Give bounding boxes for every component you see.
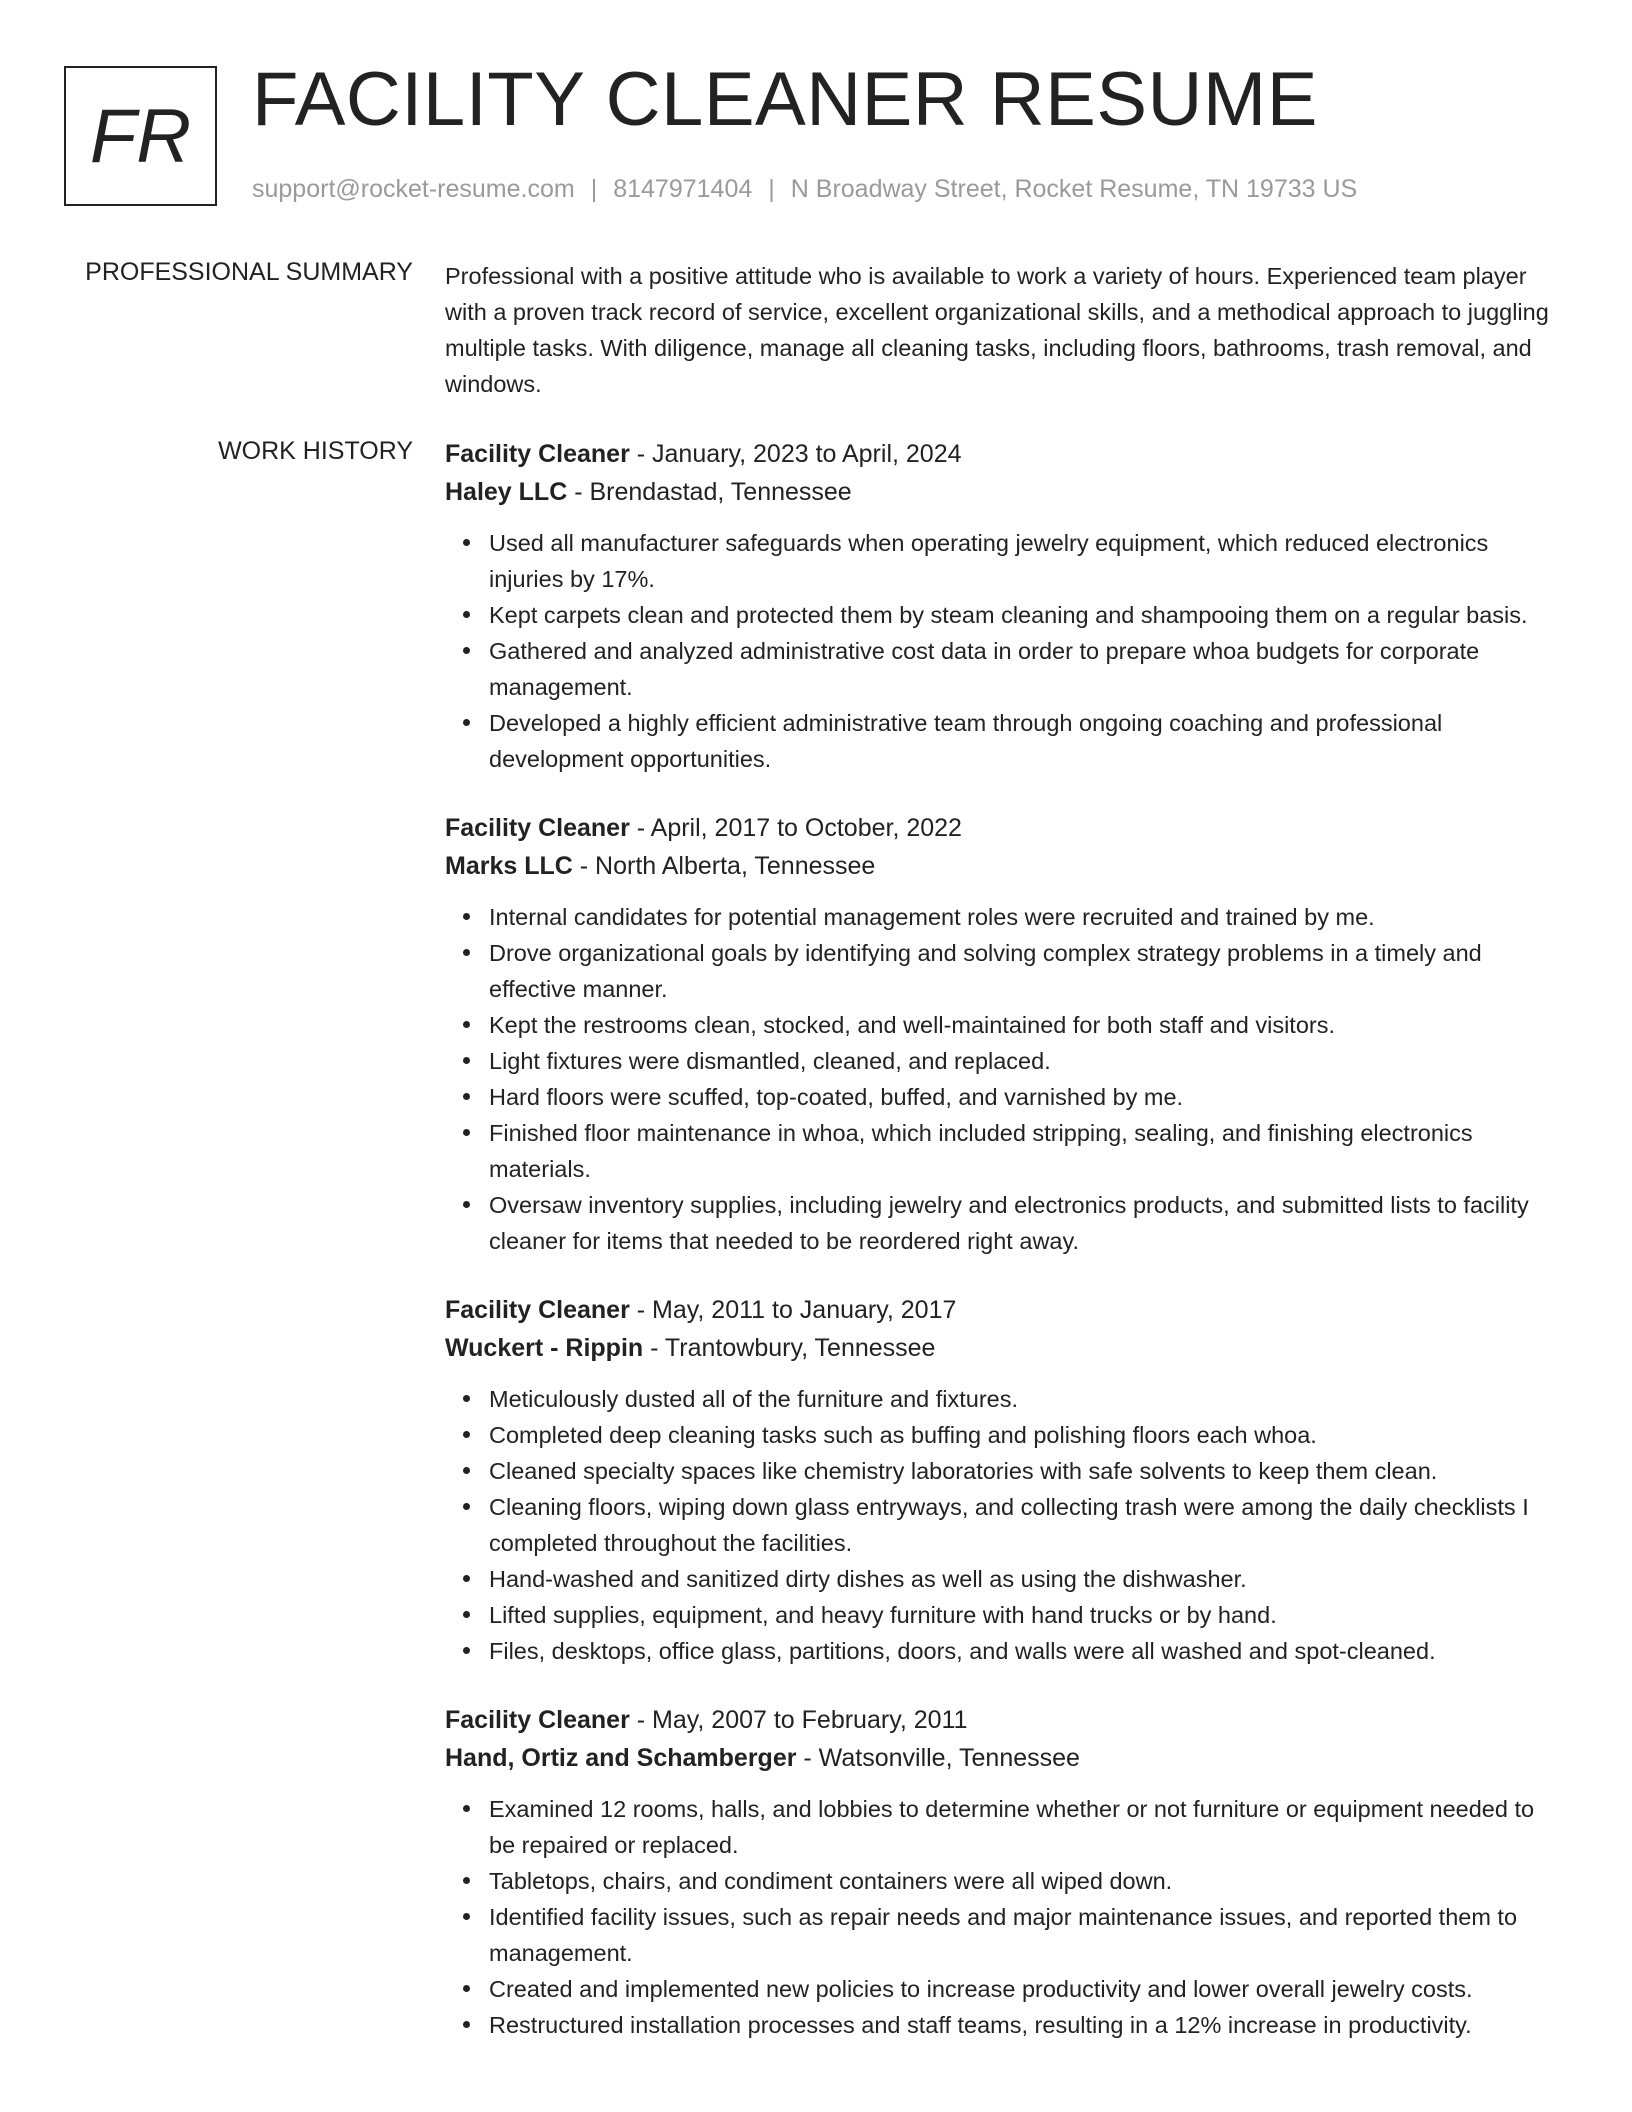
contact-separator: | bbox=[768, 175, 775, 203]
job-company-line bbox=[445, 1329, 1565, 1367]
job-bullet: Lifted supplies, equipment, and heavy furniture with hand trucks or by hand. bbox=[489, 1597, 1565, 1633]
job-entry bbox=[445, 1291, 1565, 1669]
job-dates: - April, 2017 to October, 2022 bbox=[629, 814, 962, 842]
contact-line bbox=[252, 175, 1357, 204]
contact-separator: | bbox=[590, 175, 598, 203]
job-bullet: Tabletops, chairs, and condiment containers were all wiped down. bbox=[489, 1863, 1565, 1899]
job-bullet: Hand-washed and sanitized dirty dishes as well as using the dishwasher. bbox=[489, 1561, 1565, 1597]
job-company: Hand, Ortiz and Schamberger bbox=[445, 1744, 797, 1772]
job-company-line bbox=[445, 1739, 1565, 1777]
job-bullet: Finished floor maintenance in whoa, which included stripping, sealing, and finishing electronics materials. bbox=[489, 1115, 1565, 1187]
job-title: Facility Cleaner bbox=[445, 1296, 630, 1324]
job-company-line bbox=[445, 847, 1565, 885]
contact-address: N Broadway Street, Rocket Resume, TN 19733 US bbox=[790, 175, 1358, 203]
job-title-line bbox=[445, 809, 1565, 847]
job-title-line bbox=[445, 1701, 1565, 1739]
job-bullet: Created and implemented new policies to increase productivity and lower overall jewelry costs. bbox=[489, 1971, 1565, 2007]
job-bullet: Cleaned specialty spaces like chemistry laboratories with safe solvents to keep them clean. bbox=[489, 1453, 1565, 1489]
job-bullets bbox=[445, 1791, 1565, 2043]
monogram-text: FR bbox=[89, 93, 192, 179]
work-history-section-label: WORK HISTORY bbox=[218, 437, 413, 465]
job-bullet: Gathered and analyzed administrative cost data in order to prepare whoa budgets for corporate management. bbox=[489, 633, 1565, 705]
job-bullets bbox=[445, 1381, 1565, 1669]
monogram-badge bbox=[64, 66, 217, 206]
job-bullet: Files, desktops, office glass, partitions, doors, and walls were all washed and spot-cleaned. bbox=[489, 1633, 1565, 1669]
job-bullet: Kept carpets clean and protected them by steam cleaning and shampooing them on a regular basis. bbox=[489, 597, 1565, 633]
job-company: Wuckert - Rippin bbox=[445, 1334, 644, 1362]
job-bullet: Light fixtures were dismantled, cleaned, and replaced. bbox=[489, 1043, 1565, 1079]
job-title: Facility Cleaner bbox=[445, 814, 630, 842]
job-location: - North Alberta, Tennessee bbox=[572, 852, 876, 880]
job-entry bbox=[445, 1701, 1565, 2043]
job-bullet: Meticulously dusted all of the furniture and fixtures. bbox=[489, 1381, 1565, 1417]
job-location: - Trantowbury, Tennessee bbox=[643, 1334, 936, 1362]
job-title: Facility Cleaner bbox=[445, 440, 630, 468]
job-title: Facility Cleaner bbox=[445, 1706, 630, 1734]
job-bullets bbox=[445, 525, 1565, 777]
work-history-list bbox=[445, 435, 1565, 2075]
job-bullet: Examined 12 rooms, halls, and lobbies to determine whether or not furniture or equipment needed to be repaired or replaced. bbox=[489, 1791, 1565, 1863]
job-title-line bbox=[445, 435, 1565, 473]
job-company-line bbox=[445, 473, 1565, 511]
job-bullet: Drove organizational goals by identifying and solving complex strategy problems in a timely and effective manner. bbox=[489, 935, 1565, 1007]
job-bullet: Completed deep cleaning tasks such as buffing and polishing floors each whoa. bbox=[489, 1417, 1565, 1453]
job-bullet: Kept the restrooms clean, stocked, and well-maintained for both staff and visitors. bbox=[489, 1007, 1565, 1043]
summary-section-label: PROFESSIONAL SUMMARY bbox=[85, 258, 413, 286]
job-title-line bbox=[445, 1291, 1565, 1329]
job-bullet: Oversaw inventory supplies, including jewelry and electronics products, and submitted lists to facility cleaner for items that needed to be reordered right away. bbox=[489, 1187, 1565, 1259]
job-bullet: Developed a highly efficient administrative team through ongoing coaching and professional development opportunities. bbox=[489, 705, 1565, 777]
job-dates: - January, 2023 to April, 2024 bbox=[629, 440, 962, 468]
job-entry bbox=[445, 435, 1565, 777]
job-bullet: Hard floors were scuffed, top-coated, buffed, and varnished by me. bbox=[489, 1079, 1565, 1115]
job-dates: - May, 2007 to February, 2011 bbox=[629, 1706, 968, 1734]
contact-phone: 8147971404 bbox=[613, 175, 753, 203]
contact-email: support@rocket-resume.com bbox=[252, 175, 575, 203]
job-bullet: Internal candidates for potential management roles were recruited and trained by me. bbox=[489, 899, 1565, 935]
resume-title: FACILITY CLEANER RESUME bbox=[252, 57, 1318, 142]
job-bullet: Restructured installation processes and staff teams, resulting in a 12% increase in productivity. bbox=[489, 2007, 1565, 2043]
job-company: Haley LLC bbox=[445, 478, 568, 506]
summary-text: Professional with a positive attitude who is available to work a variety of hours. Experienced team player with a proven track record of service, excellent organizational skills, and a methodical approach to juggling multiple tasks. With diligence, manage all cleaning tasks, including floors, bathrooms, trash removal, and windows. bbox=[445, 263, 1549, 397]
job-bullet: Identified facility issues, such as repair needs and major maintenance issues, and reported them to management. bbox=[489, 1899, 1565, 1971]
job-dates: - May, 2011 to January, 2017 bbox=[629, 1296, 957, 1324]
job-bullet: Cleaning floors, wiping down glass entryways, and collecting trash were among the daily checklists I completed throughout the facilities. bbox=[489, 1489, 1565, 1561]
job-bullet: Used all manufacturer safeguards when operating jewelry equipment, which reduced electronics injuries by 17%. bbox=[489, 525, 1565, 597]
job-bullets bbox=[445, 899, 1565, 1259]
job-location: - Brendastad, Tennessee bbox=[567, 478, 852, 506]
job-entry bbox=[445, 809, 1565, 1259]
job-company: Marks LLC bbox=[445, 852, 573, 880]
job-location: - Watsonville, Tennessee bbox=[796, 1744, 1080, 1772]
